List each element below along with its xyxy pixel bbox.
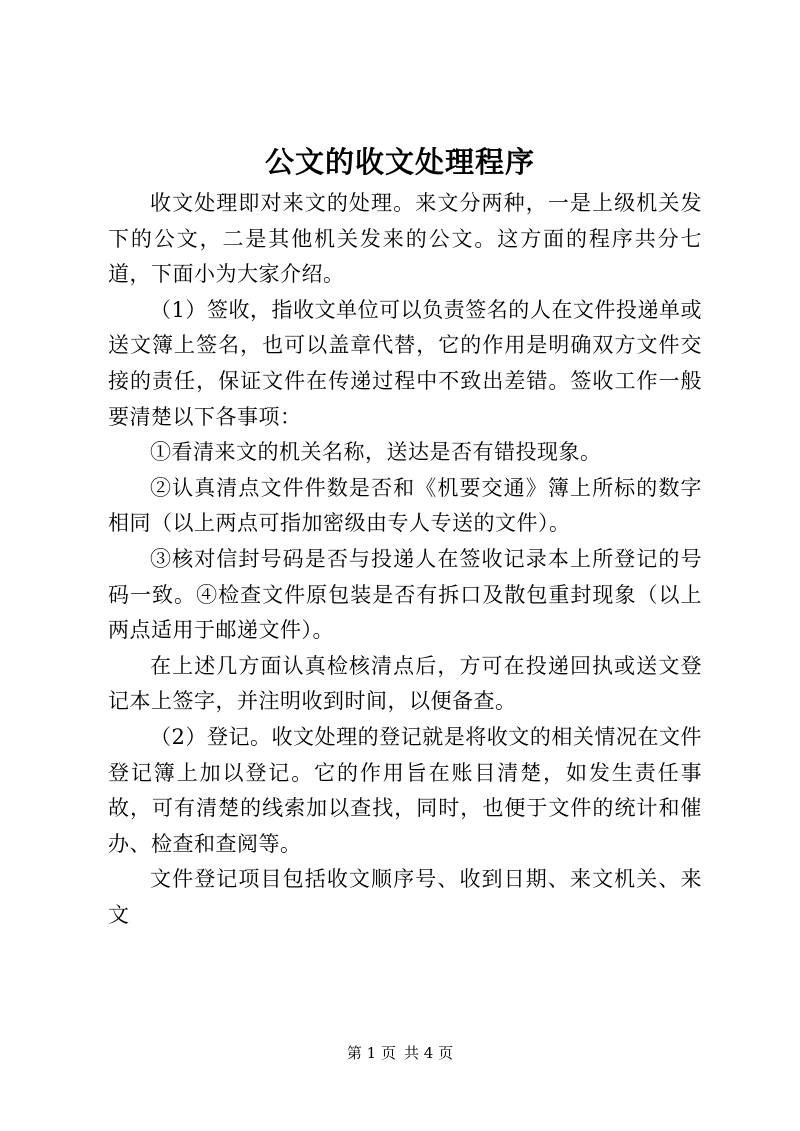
document-body bbox=[108, 186, 702, 933]
paragraph-registration: （2）登记。收文处理的登记就是将收文的相关情况在文件登记簿上加以登记。它的作用旨在账目清楚，如发生责任事故，可有清楚的线索加以查找，同时，也便于文件的统计和催办、检查和查阅等。 bbox=[108, 724, 702, 856]
page-number: 第 1 页 bbox=[346, 1044, 396, 1062]
paragraph-sign-receipt: （1）签收，指收文单位可以负责签名的人在文件投递单或送文簿上签名，也可以盖章代替，它的作用是明确双方文件交接的责任，保证文件在传递过程中不致出差错。签收工作一般要清楚以下各事项： bbox=[108, 297, 702, 429]
paragraph-intro: 收文处理即对来文的处理。来文分两种，一是上级机关发下的公文，二是其他机关发来的公文。这方面的程序共分七道，下面小为大家介绍。 bbox=[108, 191, 702, 287]
paragraph-item-2: ②认真清点文件件数是否和《机要交通》簿上所标的数字相同（以上两点可指加密级由专人专送的文件）。 bbox=[108, 475, 702, 536]
paragraph-registration-items: 文件登记项目包括收文顺序号、收到日期、来文机关、来文 bbox=[108, 867, 702, 927]
paragraph-item-1: ①看清来文的机关名称，送达是否有错投现象。 bbox=[150, 440, 602, 465]
paragraph-item-3-4: ③核对信封号码是否与投递人在签收记录本上所登记的号码一致。④检查文件原包装是否有拆口及散包重封现象（以上两点适用于邮递文件）。 bbox=[108, 546, 702, 643]
document-title: 公文的收文处理程序 bbox=[264, 145, 535, 179]
page-footer bbox=[0, 1043, 800, 1063]
paragraph-signing: 在上述几方面认真检核清点后，方可在投递回执或送文登记本上签字，并注明收到时间，以便备查。 bbox=[108, 653, 702, 714]
page-total: 共 4 页 bbox=[404, 1044, 454, 1062]
